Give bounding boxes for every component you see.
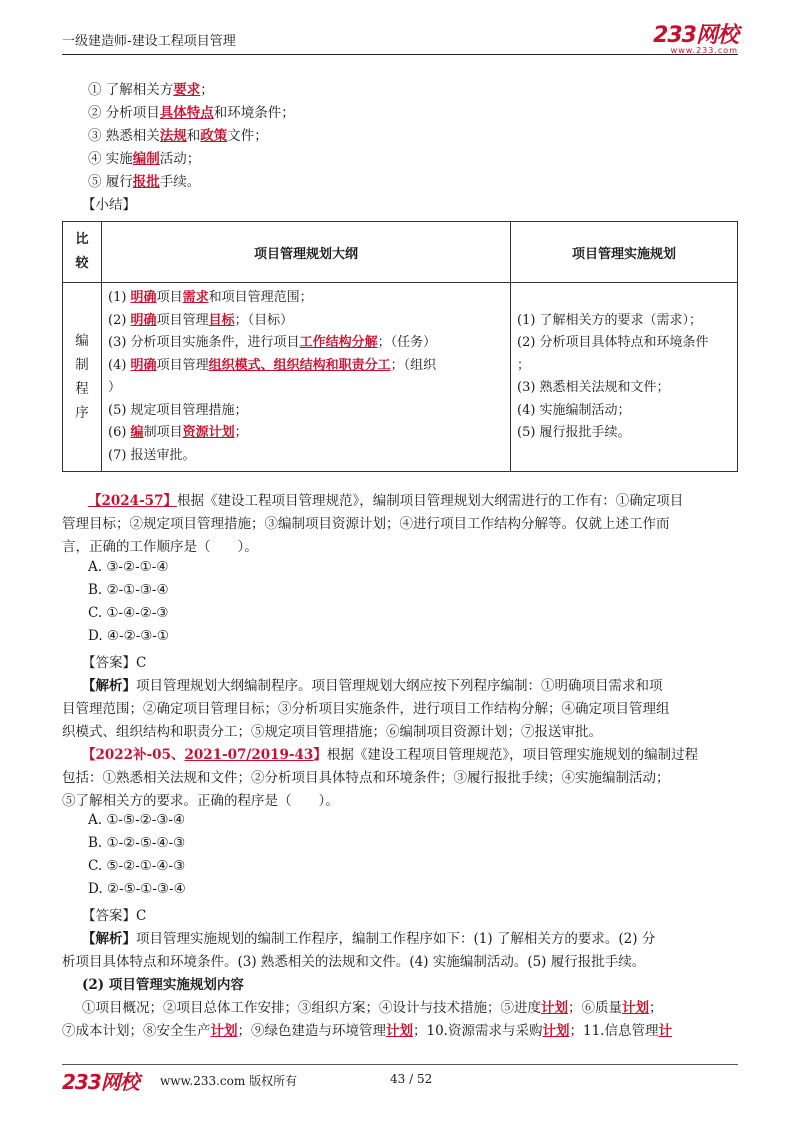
q2-stem: 【2022补-05、2021-07/2019-43】根据《建设工程项目管理规范》，项目管理实施规划的编制过程 xyxy=(82,747,699,763)
q1-stem-3: 言，正确的工作顺序是（ ）。 xyxy=(62,539,258,555)
q2-option-c: C. ⑤-②-①-④-③ xyxy=(88,858,186,874)
brand-logo[interactable] xyxy=(653,18,738,55)
header-impl: 项目管理实施规划 xyxy=(511,222,738,283)
q1-option-d: D. ④-②-③-① xyxy=(88,628,170,644)
page-number: 43 / 52 xyxy=(390,1072,433,1086)
header-compare: 比 较 xyxy=(63,222,102,283)
q2-explanation: 【解析】项目管理实施规划的编制工作程序，编制工作程序如下：(1) 了解相关方的要求。(2) 分 xyxy=(82,931,656,947)
logo-text: 233网校 xyxy=(653,23,738,48)
list-item: ② 分析项目具体特点和环境条件； xyxy=(88,105,295,121)
section-line-1: ①项目概况；②项目总体工作安排；③组织方案；④设计与技术措施；⑤进度计划；⑥质量计划； xyxy=(82,1000,663,1016)
list-item: ⑤ 履行报批手续。 xyxy=(88,174,201,190)
q1-answer: 【答案】C xyxy=(82,655,147,671)
list-item: ③ 熟悉相关法规和政策文件； xyxy=(88,128,268,144)
q1-explanation-2: 目管理范围；②确定项目管理目标；③分析项目实施条件，进行项目工作结构分解；④确定项目管理组 xyxy=(62,701,670,717)
section-title: (2) 项目管理实施规划内容 xyxy=(82,977,244,993)
table-row xyxy=(63,283,738,472)
q2-explanation-2: 析项目具体特点和环境条件。(3) 熟悉相关的法规和文件。(4) 实施编制活动。(5) 履行报批手续。 xyxy=(62,954,646,970)
q2-option-d: D. ②-⑤-①-③-④ xyxy=(88,881,186,897)
impl-cell: (1) 了解相关方的要求（需求）； (2) 分析项目具体特点和环境条件 ； (3) 熟悉相关法规和文件； (4) 实施编制活动； (5) 履行报批手续。 xyxy=(511,283,738,472)
q2-answer: 【答案】C xyxy=(82,908,147,924)
list-item: ① 了解相关方要求； xyxy=(88,82,214,98)
q1-explanation-3: 织模式、组织结构和职责分工；⑤规定项目管理措施；⑥编制项目资源计划；⑦报送审批。 xyxy=(62,724,602,740)
q1-stem: 【2024-57】根据《建设工程项目管理规范》，编制项目管理规划大纲需进行的工作有：①确定项目 xyxy=(88,493,684,509)
footer-logo[interactable]: 233网校 xyxy=(62,1070,139,1094)
section-line-2: ⑦成本计划；⑧安全生产计划；⑨绿色建造与环境管理计划；10.资源需求与采购计划；11.信息管理计 xyxy=(62,1023,672,1039)
table-header-row xyxy=(63,222,738,283)
outline-cell: (1) 明确项目需求和项目管理范围； (2) 明确项目管理目标；（目标） (3) 分析项目实施条件，进行项目工作结构分解；（任务） (4) 明确项目管理组织模式、组织结构和职责分工；（组织 ） (5) 规定项目管理措施； (6) 编制项目资源计划； (7) 报送审批。 xyxy=(102,283,511,472)
list-item: ④ 实施编制活动； xyxy=(88,151,201,167)
q2-option-a: A. ①-⑤-②-③-④ xyxy=(88,812,186,828)
header-title: 一级建造师-建设工程项目管理 xyxy=(62,34,236,49)
row-label: 编 制 程 序 xyxy=(63,283,102,472)
q2-option-b: B. ①-②-⑤-④-③ xyxy=(88,835,186,851)
logo-url: www.233.com xyxy=(670,46,738,55)
q1-option-a: A. ③-②-①-④ xyxy=(88,559,169,575)
comparison-table xyxy=(62,221,738,472)
header-outline: 项目管理规划大纲 xyxy=(102,222,511,283)
summary-label: 【小结】 xyxy=(82,197,136,213)
q1-stem-2: 管理目标；②规定项目管理措施；③编制项目资源计划；④进行项目工作结构分解等。仅就上述工作而 xyxy=(62,516,670,532)
q1-explanation: 【解析】项目管理规划大纲编制程序。项目管理规划大纲应按下列程序编制：①明确项目需求和项 xyxy=(82,678,663,694)
footer-divider xyxy=(62,1064,738,1065)
q2-stem-3: ⑤了解相关方的要求。正确的程序是（ ）。 xyxy=(62,793,339,809)
header-divider xyxy=(62,54,738,55)
footer-copyright: www.233.com 版权所有 xyxy=(160,1074,298,1088)
q1-option-b: B. ②-①-③-④ xyxy=(88,582,169,598)
q1-option-c: C. ①-④-②-③ xyxy=(88,605,169,621)
q2-stem-2: 包括：①熟悉相关法规和文件；②分析项目具体特点和环境条件；③履行报批手续；④实施编制活动； xyxy=(62,770,670,786)
